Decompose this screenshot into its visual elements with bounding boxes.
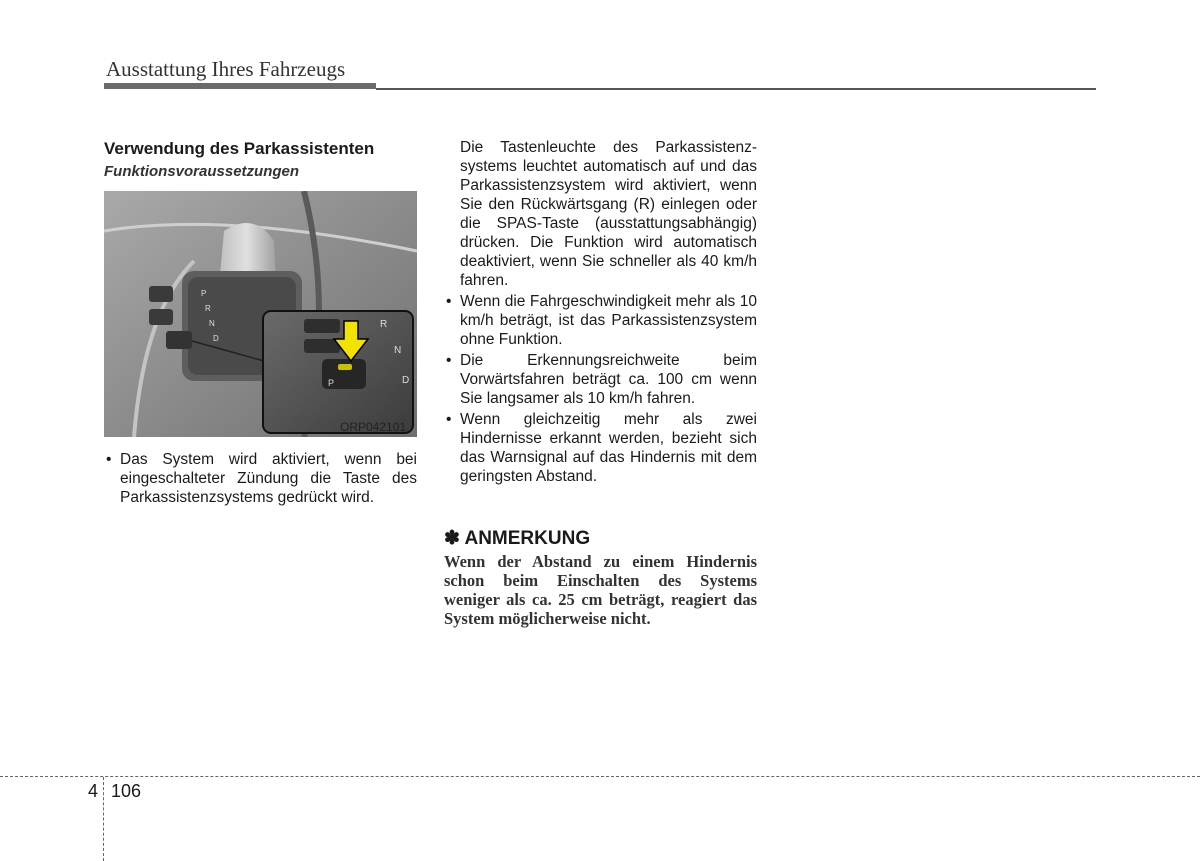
section-title: Verwendung des Parkassistenten (104, 139, 375, 158)
gear-label-r: R (205, 304, 211, 313)
header-rule-thin (376, 88, 1096, 90)
intro-paragraph: Die Tastenleuchte des Parkassistenz-systems leuchtet automatisch auf und das Parkassistenzsystem wird aktiviert, wenn Sie den Rückwärtsgang (R) einlegen oder die SPAS-Taste (ausstattungsabhängig) drücken. Die Funktion wird automatisch deaktiviert, wenn Sie schneller als 40 km/h fahren. (460, 139, 757, 289)
left-column-heading (104, 138, 418, 182)
left-bullet-list (104, 450, 417, 507)
list-item: • Die Erkennungsreichweite beim Vorwärtsfahren beträgt ca. 100 cm wenn Sie langsamer als 10 km/h fahren. (444, 351, 757, 408)
chapter-number: 4 (88, 781, 99, 801)
inset-label-n: N (394, 345, 402, 356)
gear-shifter-illustration (104, 191, 417, 437)
inset-label-r: R (380, 319, 388, 330)
button-label-p: P (328, 378, 335, 388)
gear-label-n: N (209, 319, 215, 328)
page-number: 106 (111, 781, 142, 801)
middle-column (444, 138, 757, 486)
section-subtitle: Funktionsvoraussetzungen (104, 163, 300, 180)
list-item: • Wenn gleichzeitig mehr als zwei Hindernisse erkannt werden, bezieht sich das Warnsignal auf das Hindernis mit dem geringsten Abstand. (444, 410, 757, 486)
header-rule-thick (104, 83, 376, 89)
gear-shifter-photo (104, 191, 417, 437)
figure-code: ORP042101 (340, 420, 407, 434)
footer-rule (0, 776, 1200, 777)
footer-vertical-rule (103, 777, 104, 861)
note-body: Wenn der Abstand zu einem Hindernis schon beim Einschalten des Systems weniger als ca. 25 cm beträgt, reagiert das System möglicherweise nicht. (444, 552, 757, 628)
note-heading: ✽ ANMERKUNG (444, 528, 591, 549)
list-item: • Das System wird aktiviert, wenn bei eingeschalteter Zündung die Taste des Parkassistenzsystems gedrückt wird. (104, 450, 417, 507)
list-item: • Wenn die Fahrgeschwindigkeit mehr als 10 km/h beträgt, ist das Parkassistenzsystem ohne Funktion. (444, 292, 757, 349)
gear-label-p: P (201, 289, 207, 298)
gear-label-d: D (213, 334, 219, 343)
running-header: Ausstattung Ihres Fahrzeugs (106, 57, 346, 81)
parking-assist-button-small (166, 331, 192, 349)
inset-label-d: D (402, 375, 410, 386)
